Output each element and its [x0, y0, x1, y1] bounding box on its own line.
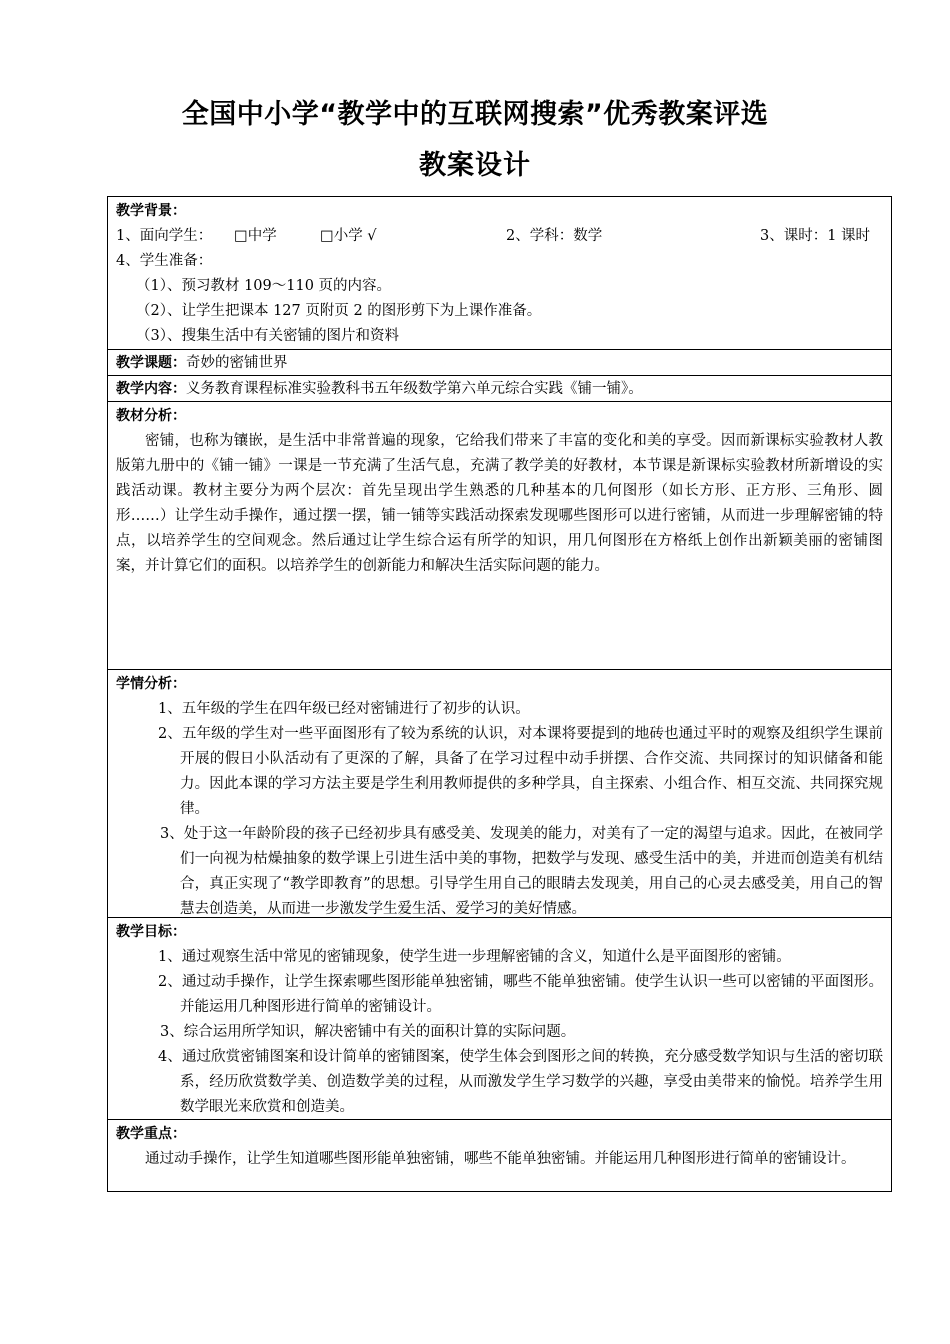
content-value: 义务教育课程标准实验教科书五年级数学第六单元综合实践《铺一铺》。 [186, 381, 643, 397]
topic-value: 奇妙的密铺世界 [186, 355, 288, 371]
students-label: 学情分析： [116, 676, 186, 692]
background-info-line [116, 224, 883, 249]
background-label: 教学背景： [116, 203, 186, 219]
key-text: 通过动手操作，让学生知道哪些图形能单独密铺，哪些不能单独密铺。并能运用几种图形进行简单的密铺设计。 [145, 1151, 856, 1167]
material-text: 密铺，也称为镶嵌，是生活中非常普遍的现象，它给我们带来了丰富的变化和美的享受。因而新课标实验教材人教版第九册中的《铺一铺》一课是一节充满了生活气息，充满了教学美的好教材，本节课是新课标实验教材所新增设的实践活动课。教材主要分为两个层次：首先呈现出学生熟悉的几种基本的几何图形（如长方形、正方形、三角形、圆形……）让学生动手操作，通过摆一摆，铺一铺等实践活动探索发现哪些图形可以进行密铺，从而进一步理解密铺的特点，以培养学生的空间观念。然后通过让学生综合运有所学的知识，用几何图形在方格纸上创作出新颖美丽的密铺图案，并计算它们的面积。以培养学生的创新能力和解决生活实际问题的能力。 [116, 433, 883, 574]
audience-label: 1、面向学生： [116, 228, 213, 244]
hours-info: 3、课时：1 课时 [760, 228, 871, 244]
prep-item: （3）、搜集生活中有关密铺的图片和资料 [136, 328, 399, 344]
key-label: 教学重点： [116, 1126, 186, 1142]
goals-item: 4、通过欣赏密铺图案和设计简单的密铺图案，使学生体会到图形之间的转换，充分感受数学知识与生活的密切联系，经历欣赏数学美、创造数学美的过程，从而激发学生学习数学的兴趣，享受由美带来的愉悦。培养学生用数学眼光来欣赏和创造美。 [158, 1049, 883, 1115]
material-label: 教材分析： [116, 408, 186, 424]
goals-item: 2、通过动手操作，让学生探索哪些图形能单独密铺，哪些不能单独密铺。使学生认识一些可以密铺的平面图形。并能运用几种图形进行简单的密铺设计。 [158, 974, 883, 1015]
section-students [108, 669, 891, 917]
prep-label: 4、学生准备： [116, 253, 213, 269]
document-title: 全国中小学“教学中的互联网搜索”优秀教案评选 [181, 99, 769, 130]
topic-label: 教学课题： [116, 355, 186, 371]
students-item: 1、五年级的学生在四年级已经对密铺进行了初步的认识。 [158, 701, 530, 717]
content-label: 教学内容： [116, 381, 186, 397]
prep-item: （2）、让学生把课本 127 页附页 2 的图形剪下为上课作准备。 [136, 303, 542, 319]
students-item: 3、处于这一年龄阶段的孩子已经初步具有感受美、发现美的能力，对美有了一定的渴望与追求。因此，在被同学们一向视为枯燥抽象的数学课上引进生活中美的事物，把数学与发现、感受生活中的美，并进而创造美有机结合，真正实现了“教学即教育”的思想。引导学生用自己的眼睛去发现美，用自己的心灵去感受美，用自己的智慧去创造美，从而进一步激发学生爱生活、爱学习的美好情感。 [160, 826, 883, 917]
section-background [108, 197, 891, 349]
subject-info: 2、学科：数学 [506, 228, 603, 244]
document-subtitle: 教案设计 [419, 150, 531, 181]
section-key-point [108, 1119, 891, 1191]
prep-item: （1）、预习教材 109～110 页的内容。 [136, 278, 392, 294]
option-primary-school: □小学 √ [320, 228, 377, 244]
option-middle-school: □中学 [234, 228, 277, 244]
goals-item: 1、通过观察生活中常见的密铺现象，使学生进一步理解密铺的含义，知道什么是平面图形的密铺。 [158, 949, 791, 965]
goals-label: 教学目标： [116, 924, 186, 940]
lesson-plan-table [107, 196, 892, 1192]
section-goals [108, 917, 891, 1119]
goals-item: 3、综合运用所学知识，解决密铺中有关的面积计算的实际问题。 [160, 1024, 576, 1040]
section-material [108, 401, 891, 669]
students-item: 2、五年级的学生对一些平面图形有了较为系统的认识，对本课将要提到的地砖也通过平时的观察及组织学生课前开展的假日小队活动有了更深的了解，具备了在学习过程中动手拼摆、合作交流、共同探讨的知识储备和能力。因此本课的学习方法主要是学生利用教师提供的多种学具，自主探索、小组合作、相互交流、共同探究规律。 [158, 726, 883, 817]
section-topic [108, 349, 891, 375]
section-content [108, 375, 891, 401]
